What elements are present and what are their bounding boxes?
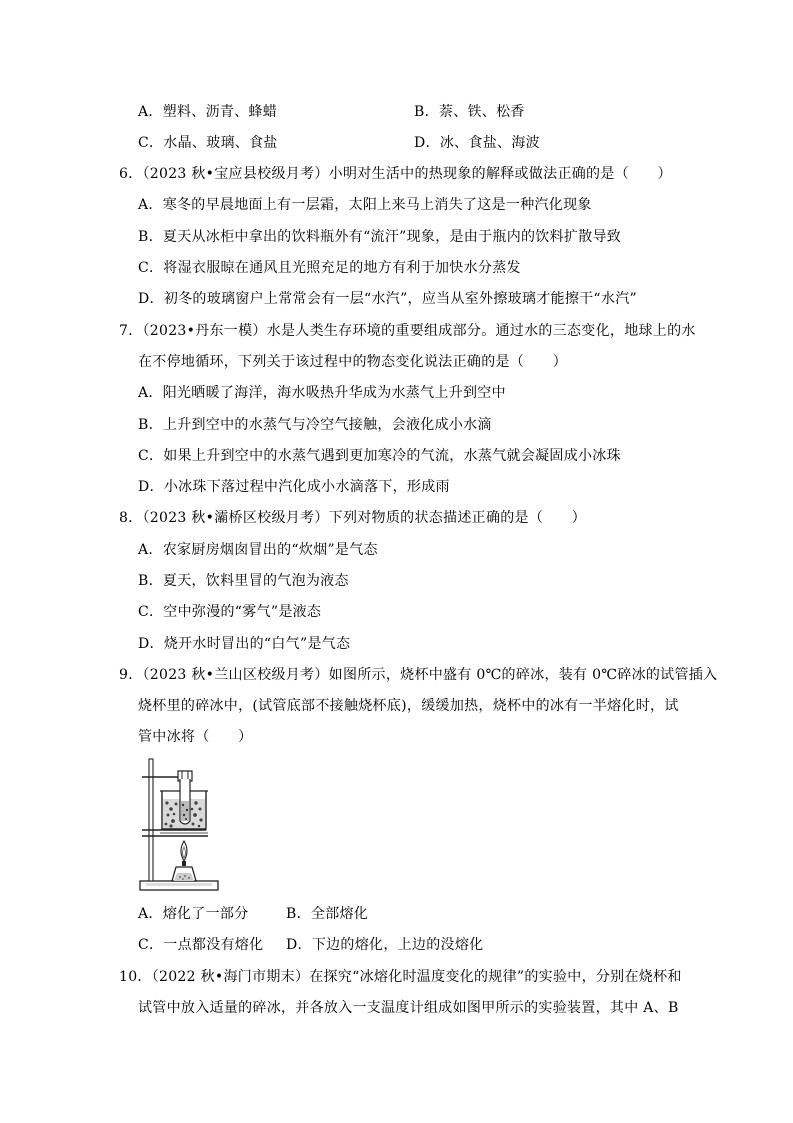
- q9-stem-line2: 烧杯里的碎冰中，(试管底部不接触烧杯底)，缓缓加热，烧杯中的冰有一半熔化时，试: [138, 698, 679, 714]
- q6-option-b: B．夏天从冰柜中拿出的饮料瓶外有“流汗”现象，是由于瓶内的饮料扩散导致: [138, 229, 622, 245]
- q9-stem-line3: 管中冰将（ ）: [138, 729, 253, 745]
- q9-option-d: D．下边的熔化，上边的没熔化: [286, 937, 484, 953]
- q10-stem-line1: 10．（2022 秋•海门市期末）在探究“冰熔化时温度变化的规律”的实验中，分别在烧杯和: [119, 969, 682, 985]
- q7-stem-line1: 7．（2023•丹东一模）水是人类生存环境的重要组成部分。通过水的三态变化，地球上的水: [119, 323, 696, 339]
- q8-option-a: A．农家厨房烟囱冒出的“炊烟”是气态: [138, 542, 378, 558]
- q8-option-b: B．夏天，饮料里冒的气泡为液态: [138, 573, 349, 589]
- q9-option-b: B．全部熔化: [286, 906, 369, 922]
- q6-option-d: D．初冬的玻璃窗户上常常会有一层“水汽”，应当从室外擦玻璃才能擦干“水汽”: [138, 291, 637, 307]
- q5-option-a: A．塑料、沥青、蜂蜡: [138, 104, 278, 120]
- q6-option-c: C．将湿衣服晾在通风且光照充足的地方有利于加快水分蒸发: [138, 260, 521, 276]
- q9-option-c: C．一点都没有熔化: [138, 937, 264, 953]
- q5-option-c: C．水晶、玻璃、食盐: [138, 135, 278, 151]
- q6-stem: 6．（2023 秋•宝应县校级月考）小明对生活中的热现象的解释或做法正确的是（ ）: [119, 166, 672, 182]
- q8-option-d: D．烧开水时冒出的“白气”是气态: [138, 636, 351, 652]
- q7-stem-line2: 在不停地循环，下列关于该过程中的物态变化说法正确的是（ ）: [138, 354, 567, 370]
- q5-option-b: B．萘、铁、松香: [414, 104, 525, 120]
- q7-option-c: C．如果上升到空中的水蒸气遇到更加寒冷的气流，水蒸气就会凝固成小冰珠: [138, 448, 621, 464]
- q7-option-b: B．上升到空中的水蒸气与冷空气接触，会液化成小水滴: [138, 417, 492, 433]
- q5-option-d: D．冰、食盐、海波: [414, 135, 540, 151]
- q9-stem-line1: 9．（2023 秋•兰山区校级月考）如图所示，烧杯中盛有 0℃的碎冰，装有 0℃碎冰的试管插入: [119, 667, 718, 683]
- q8-option-c: C．空中弥漫的“雾气”是液态: [138, 604, 322, 620]
- ice-melting-apparatus-figure: [138, 757, 224, 893]
- q7-option-d: D．小冰珠下落过程中汽化成小水滴落下，形成雨: [138, 479, 450, 495]
- q10-stem-line2: 试管中放入适量的碎冰，并各放入一支温度计组成如图甲所示的实验装置，其中 A、B: [138, 1000, 679, 1016]
- q9-option-a: A．熔化了一部分: [138, 906, 249, 922]
- q6-option-a: A．寒冬的早晨地面上有一层霜，太阳上来马上消失了这是一种汽化现象: [138, 197, 592, 213]
- q8-stem: 8．（2023 秋•灞桥区校级月考）下列对物质的状态描述正确的是（ ）: [119, 510, 587, 526]
- q7-option-a: A．阳光晒暖了海洋，海水吸热升华成为水蒸气上升到空中: [138, 385, 506, 401]
